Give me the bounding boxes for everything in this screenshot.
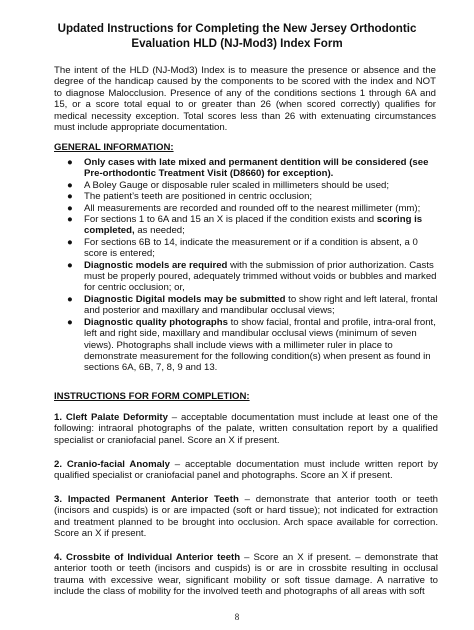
list-item: ● Only cases with late mixed and permanent dentition will be considered (see Pre-orthodontic Treatment Visit (D8660) for exception). [67, 157, 429, 180]
bullet-icon: ● [67, 157, 73, 168]
intro-paragraph: The intent of the HLD (NJ-Mod3) Index is to measure the presence or absence and the degree of the handicap caused by the components to be scored with the index and NOT to diagnose Malocclusion. Presence of any of the conditions sections 1 through 6A and 15, or a score total equal to or greater than 26 (when scored correctly) qualifies for medical necessity exception. Total scores less than 26 with extenuating circumstances must include appropriate documentation. [54, 65, 436, 134]
title-line-2: Evaluation HLD (NJ-Mod3) Index Form [131, 37, 343, 50]
general-information-list [54, 157, 438, 374]
bullet-icon: ● [67, 316, 73, 328]
section-impacted-anterior-teeth: 3. Impacted Permanent Anterior Teeth – demonstrate that anterior tooth or teeth (incisors and cuspids) is or are impacted (soft or hard tissue); not indicated for extraction and treatment planned to be brought into occlusion. Arch space available for correction. Score an X if present. [54, 494, 438, 540]
bullet-icon: ● [67, 259, 73, 271]
bullet-icon: ● [67, 214, 73, 226]
list-item: ● A Boley Gauge or disposable ruler scaled in millimeters should be used; [67, 179, 390, 191]
list-item: ● For sections 1 to 6A and 15 an X is placed if the condition exists and scoring is completed, as needed; [67, 214, 423, 237]
bullet-icon: ● [67, 179, 73, 191]
bullet-icon: ● [67, 236, 73, 248]
section-cleft-palate: 1. Cleft Palate Deformity – acceptable documentation must include at least one of the following: intraoral photographs of the palate, written consultation report by a qualified specialist or craniofacial panel. Score an X if present. [54, 412, 438, 446]
general-information-heading: GENERAL INFORMATION: [54, 142, 174, 153]
section-cranio-facial-anomaly: 2. Cranio-facial Anomaly – acceptable documentation must include written report by qualified specialist or craniofacial panel and photographs. Score an X if present. [54, 459, 438, 482]
list-item: ● Diagnostic quality photographs to show facial, frontal and profile, intra-oral front, left and right side, maxillary and mandibular occlusal views (minimum of seven views). Photographs shall include views with a millimeter ruler in place to demonstrate measurement for the following condition(s) when present as found in sections 6A, 6B, 7, 8, 9 and 13. [67, 316, 436, 374]
list-item: ● All measurements are recorded and rounded off to the nearest millimeter (mm); [67, 202, 421, 214]
list-item: ● Diagnostic models are required with the submission of prior authorization. Casts must be properly poured, adequately trimmed without voids or bubbles and marked for centric occlusion; or, [67, 259, 437, 294]
section-crossbite-anterior-teeth: 4. Crossbite of Individual Anterior teeth – Score an X if present. – demonstrate that anterior tooth or teeth (incisors and cuspids) is or are in crossbite resulting in occlusal trauma with excessive wear, significant mobility or soft tissue damage. A narrative to include the class of mobility for the involved teeth and photographs of all areas with soft [54, 552, 438, 598]
form-completion-heading: INSTRUCTIONS FOR FORM COMPLETION: [54, 391, 250, 402]
list-item: ● The patient’s teeth are positioned in centric occlusion; [67, 191, 313, 203]
page-number: 8 [234, 612, 240, 622]
bullet-icon: ● [67, 191, 73, 203]
bullet-icon: ● [67, 293, 73, 305]
list-item: ● For sections 6B to 14, indicate the measurement or if a condition is absent, a 0 score is entered; [67, 236, 418, 260]
list-item: ● Diagnostic Digital models may be submitted to show right and left lateral, frontal and posterior and maxillary and mandibular occlusal views; [67, 293, 438, 317]
bullet-icon: ● [67, 202, 73, 214]
title-line-1: Updated Instructions for Completing the New Jersey Orthodontic [57, 22, 417, 35]
